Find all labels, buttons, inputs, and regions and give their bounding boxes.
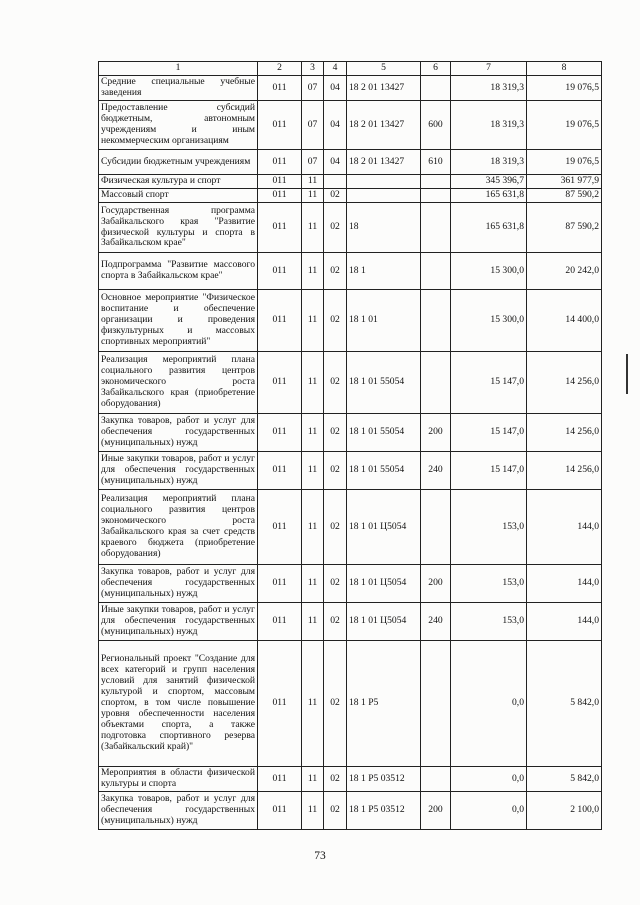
col-ministry: 011 (258, 414, 302, 452)
col-amount-2: 87 590,2 (527, 203, 602, 253)
col-subsection: 02 (324, 203, 347, 253)
col-amount-1: 153,0 (451, 603, 527, 641)
table-row (99, 175, 602, 189)
header-col-6: 6 (421, 62, 451, 76)
col-amount-1: 18 319,3 (451, 101, 527, 150)
table-row (99, 253, 602, 290)
header-col-4: 4 (324, 62, 347, 76)
col-subsection: 04 (324, 101, 347, 150)
header-col-7: 7 (451, 62, 527, 76)
col-expense-type: 600 (421, 101, 451, 150)
col-target: 18 1 P5 03512 (347, 792, 421, 830)
col-amount-1: 15 300,0 (451, 290, 527, 352)
col-section: 11 (302, 452, 324, 490)
col-subsection: 02 (324, 290, 347, 352)
col-ministry: 011 (258, 641, 302, 767)
col-amount-1: 15 147,0 (451, 414, 527, 452)
margin-mark (626, 354, 628, 394)
row-name: Закупка товаров, работ и услуг для обеспечения государственных (муниципальных) нужд (99, 792, 258, 830)
row-name: Основное мероприятие "Физическое воспитание и обеспечение организации и проведения физкультурных и массовых спортивных мероприятий" (99, 290, 258, 352)
row-name: Государственная программа Забайкальского края "Развитие физической культуры и спорта в Забайкальском крае" (99, 203, 258, 253)
col-target: 18 2 01 13427 (347, 101, 421, 150)
row-name: Мероприятия в области физической культуры и спорта (99, 767, 258, 792)
col-expense-type: 240 (421, 452, 451, 490)
header-col-8: 8 (527, 62, 602, 76)
col-target (347, 189, 421, 203)
col-amount-2: 14 256,0 (527, 452, 602, 490)
col-ministry: 011 (258, 603, 302, 641)
col-amount-1: 18 319,3 (451, 76, 527, 101)
col-amount-2: 2 100,0 (527, 792, 602, 830)
col-expense-type: 610 (421, 150, 451, 175)
col-amount-1: 0,0 (451, 767, 527, 792)
col-subsection: 02 (324, 767, 347, 792)
table-row (99, 414, 602, 452)
table-row (99, 565, 602, 603)
col-ministry: 011 (258, 452, 302, 490)
col-expense-type (421, 641, 451, 767)
col-amount-2: 14 256,0 (527, 414, 602, 452)
col-ministry: 011 (258, 76, 302, 101)
col-expense-type (421, 490, 451, 565)
col-expense-type (421, 76, 451, 101)
col-ministry: 011 (258, 352, 302, 414)
col-section: 11 (302, 290, 324, 352)
col-expense-type (421, 203, 451, 253)
col-amount-2: 20 242,0 (527, 253, 602, 290)
col-amount-2: 14 256,0 (527, 352, 602, 414)
table-row (99, 203, 602, 253)
col-expense-type (421, 253, 451, 290)
col-amount-1: 15 147,0 (451, 452, 527, 490)
col-subsection (324, 175, 347, 189)
table-row (99, 101, 602, 150)
table-row (99, 641, 602, 767)
col-section: 07 (302, 101, 324, 150)
col-expense-type (421, 290, 451, 352)
col-amount-1: 165 631,8 (451, 189, 527, 203)
col-section: 11 (302, 253, 324, 290)
col-expense-type (421, 175, 451, 189)
col-amount-2: 87 590,2 (527, 189, 602, 203)
col-ministry: 011 (258, 767, 302, 792)
col-target: 18 1 P5 03512 (347, 767, 421, 792)
col-amount-1: 345 396,7 (451, 175, 527, 189)
col-ministry: 011 (258, 189, 302, 203)
row-name: Реализация мероприятий плана социального развития центров экономического роста Забайкальского края (приобретение оборудования) (99, 352, 258, 414)
table-row (99, 189, 602, 203)
col-amount-2: 144,0 (527, 603, 602, 641)
col-amount-2: 361 977,9 (527, 175, 602, 189)
table-row (99, 603, 602, 641)
row-name: Закупка товаров, работ и услуг для обеспечения государственных (муниципальных) нужд (99, 565, 258, 603)
row-name: Массовый спорт (99, 189, 258, 203)
col-section: 11 (302, 641, 324, 767)
table-row (99, 150, 602, 175)
table-row (99, 767, 602, 792)
col-subsection: 02 (324, 414, 347, 452)
col-amount-1: 153,0 (451, 490, 527, 565)
col-target: 18 1 01 Ц5054 (347, 565, 421, 603)
col-target: 18 2 01 13427 (347, 76, 421, 101)
col-amount-2: 144,0 (527, 490, 602, 565)
table-header (99, 62, 602, 76)
col-section: 11 (302, 490, 324, 565)
col-ministry: 011 (258, 175, 302, 189)
col-subsection: 02 (324, 189, 347, 203)
col-target: 18 1 P5 (347, 641, 421, 767)
col-ministry: 011 (258, 290, 302, 352)
col-ministry: 011 (258, 101, 302, 150)
row-name: Закупка товаров, работ и услуг для обеспечения государственных (муниципальных) нужд (99, 414, 258, 452)
budget-table (98, 61, 602, 830)
col-section: 11 (302, 792, 324, 830)
col-ministry: 011 (258, 490, 302, 565)
col-target: 18 1 01 55054 (347, 414, 421, 452)
col-subsection: 02 (324, 490, 347, 565)
row-name: Подпрограмма "Развитие массового спорта в Забайкальском крае" (99, 253, 258, 290)
header-col-5: 5 (347, 62, 421, 76)
col-ministry: 011 (258, 565, 302, 603)
col-amount-1: 18 319,3 (451, 150, 527, 175)
col-amount-2: 19 076,5 (527, 76, 602, 101)
row-name: Субсидии бюджетным учреждениям (99, 150, 258, 175)
col-section: 11 (302, 189, 324, 203)
col-target: 18 2 01 13427 (347, 150, 421, 175)
table-row (99, 290, 602, 352)
table-row (99, 352, 602, 414)
col-ministry: 011 (258, 203, 302, 253)
col-target: 18 (347, 203, 421, 253)
header-col-3: 3 (302, 62, 324, 76)
col-amount-2: 19 076,5 (527, 150, 602, 175)
header-row (99, 62, 602, 76)
col-subsection: 02 (324, 565, 347, 603)
col-expense-type: 200 (421, 565, 451, 603)
col-amount-1: 165 631,8 (451, 203, 527, 253)
col-expense-type: 200 (421, 414, 451, 452)
col-subsection: 02 (324, 792, 347, 830)
col-amount-1: 15 147,0 (451, 352, 527, 414)
col-amount-1: 15 300,0 (451, 253, 527, 290)
col-section: 11 (302, 175, 324, 189)
col-section: 11 (302, 565, 324, 603)
col-subsection: 02 (324, 641, 347, 767)
col-target: 18 1 01 55054 (347, 452, 421, 490)
col-amount-2: 144,0 (527, 565, 602, 603)
col-subsection: 04 (324, 150, 347, 175)
col-target (347, 175, 421, 189)
col-subsection: 02 (324, 603, 347, 641)
col-amount-1: 0,0 (451, 792, 527, 830)
col-amount-2: 14 400,0 (527, 290, 602, 352)
col-ministry: 011 (258, 792, 302, 830)
col-target: 18 1 01 55054 (347, 352, 421, 414)
col-section: 07 (302, 76, 324, 101)
col-target: 18 1 01 (347, 290, 421, 352)
col-ministry: 011 (258, 150, 302, 175)
row-name: Средние специальные учебные заведения (99, 76, 258, 101)
col-section: 11 (302, 414, 324, 452)
col-target: 18 1 01 Ц5054 (347, 490, 421, 565)
col-section: 07 (302, 150, 324, 175)
table-row (99, 76, 602, 101)
table-row (99, 452, 602, 490)
col-subsection: 02 (324, 352, 347, 414)
row-name: Региональный проект "Создание для всех категорий и групп населения условий для занятий физической культурой и спортом, массовым спортом, в том числе повышение уровня обеспеченности населения объектами спорта, а также подготовка спортивного резерва (Забайкальский край)" (99, 641, 258, 767)
table-row (99, 792, 602, 830)
col-section: 11 (302, 352, 324, 414)
col-section: 11 (302, 603, 324, 641)
col-subsection: 02 (324, 253, 347, 290)
col-section: 11 (302, 203, 324, 253)
col-ministry: 011 (258, 253, 302, 290)
col-amount-2: 19 076,5 (527, 101, 602, 150)
col-expense-type (421, 189, 451, 203)
row-name: Предоставление субсидий бюджетным, автономным учреждениям и иным некоммерческим организациям (99, 101, 258, 150)
col-amount-1: 0,0 (451, 641, 527, 767)
row-name: Иные закупки товаров, работ и услуг для обеспечения государственных (муниципальных) нужд (99, 603, 258, 641)
page-number: 73 (314, 850, 326, 862)
header-col-1: 1 (99, 62, 258, 76)
col-expense-type (421, 767, 451, 792)
row-name: Иные закупки товаров, работ и услуг для обеспечения государственных (муниципальных) нужд (99, 452, 258, 490)
col-expense-type (421, 352, 451, 414)
table-row (99, 490, 602, 565)
table-body (99, 76, 602, 830)
col-target: 18 1 01 Ц5054 (347, 603, 421, 641)
col-expense-type: 240 (421, 603, 451, 641)
col-subsection: 02 (324, 452, 347, 490)
col-subsection: 04 (324, 76, 347, 101)
col-amount-2: 5 842,0 (527, 641, 602, 767)
row-name: Физическая культура и спорт (99, 175, 258, 189)
header-col-2: 2 (258, 62, 302, 76)
col-expense-type: 200 (421, 792, 451, 830)
row-name: Реализация мероприятий плана социального развития центров экономического роста Забайкальского края за счет средств краевого бюджета (приобретение оборудования) (99, 490, 258, 565)
col-target: 18 1 (347, 253, 421, 290)
col-amount-2: 5 842,0 (527, 767, 602, 792)
col-amount-1: 153,0 (451, 565, 527, 603)
col-section: 11 (302, 767, 324, 792)
